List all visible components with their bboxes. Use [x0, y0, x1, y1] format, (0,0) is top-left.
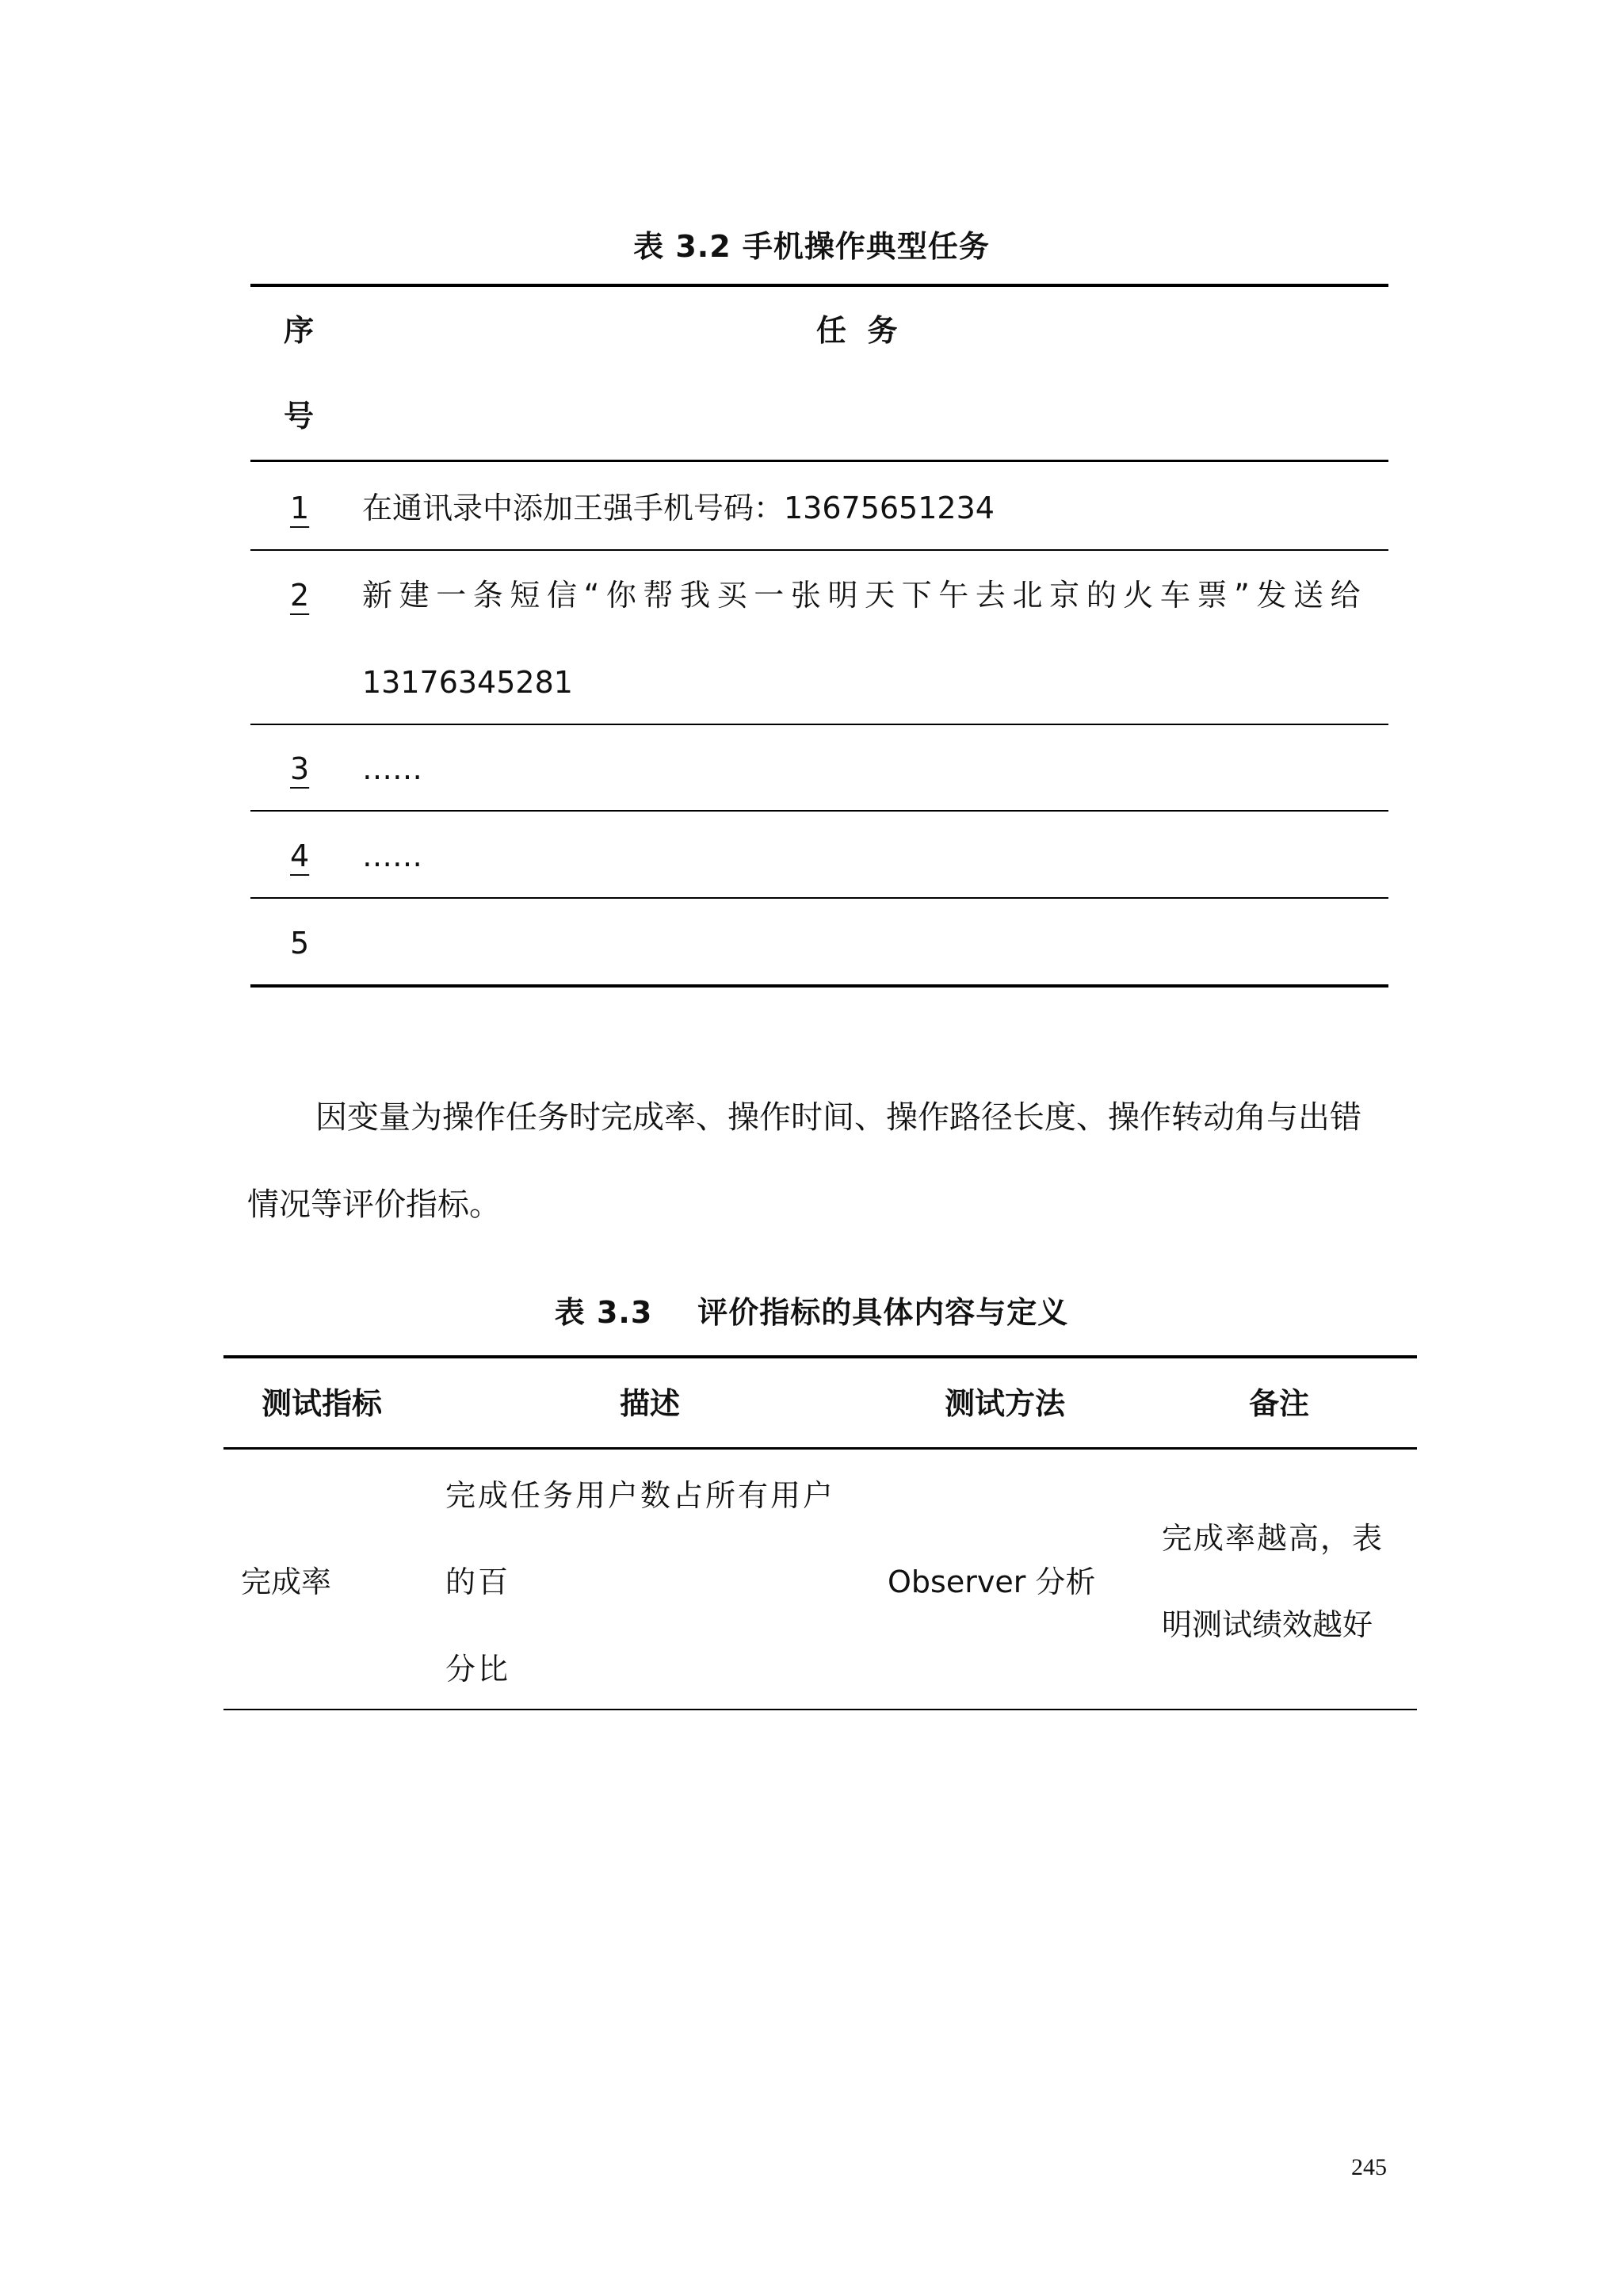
table2-header-metric: 测试指标 [262, 1386, 383, 1421]
table1-row-rule [250, 724, 1388, 725]
table1-header-task: 任 务 [816, 313, 898, 348]
table1-row2-task-line1: 新建一条短信“你帮我买一张明天下午去北京的火车票”发送给 [362, 578, 1368, 613]
table2-cell-desc-line3: 分比 [445, 1652, 511, 1687]
table1-row-rule [250, 897, 1388, 899]
table-3-2-caption: 表 3.2 手机操作典型任务 [633, 229, 990, 264]
table1-top-rule [250, 284, 1388, 287]
table2-cell-desc-line2: 的百 [445, 1564, 511, 1599]
table2-header-note: 备注 [1249, 1386, 1310, 1421]
table2-cell-note-line1: 完成率越高，表 [1162, 1521, 1384, 1556]
body-paragraph-line1: 因变量为操作任务时完成率、操作时间、操作路径长度、操作转动角与出错 [315, 1099, 1361, 1136]
table1-row1-num: 1 [290, 491, 310, 525]
table2-bottom-rule [223, 1709, 1417, 1710]
table2-top-rule [223, 1355, 1417, 1358]
table2-cell-desc-line1: 完成任务用户数占所有用户 [445, 1478, 836, 1513]
table1-row4-task: …… [362, 839, 422, 873]
body-paragraph-line2: 情况等评价指标。 [247, 1186, 501, 1223]
table2-cell-note-line2: 明测试绩效越好 [1162, 1607, 1373, 1642]
table1-header-num-line2: 号 [284, 399, 315, 434]
page-number: 245 [1351, 2154, 1387, 2180]
table-3-3-caption: 表 3.3 评价指标的具体内容与定义 [554, 1295, 1069, 1330]
table2-header-rule [223, 1447, 1417, 1450]
table2-header-desc: 描述 [620, 1386, 681, 1421]
table2-cell-metric: 完成率 [241, 1564, 332, 1599]
table1-row3-num: 3 [290, 751, 310, 786]
table1-bottom-rule [250, 984, 1388, 988]
table1-row3-task: …… [362, 751, 422, 786]
table1-row-rule [250, 810, 1388, 812]
table1-row2-num: 2 [290, 578, 310, 613]
table1-header-num-line1: 序 [284, 313, 315, 348]
table1-row-rule [250, 549, 1388, 551]
table1-row5-num: 5 [290, 926, 310, 961]
table1-row1-task: 在通讯录中添加王强手机号码：13675651234 [362, 491, 995, 525]
table2-header-method: 测试方法 [945, 1386, 1066, 1421]
table1-row4-num: 4 [290, 839, 310, 873]
table1-row2-task-line2: 13176345281 [362, 665, 573, 700]
table2-cell-method: Observer 分析 [888, 1564, 1096, 1599]
table1-header-rule [250, 460, 1388, 462]
